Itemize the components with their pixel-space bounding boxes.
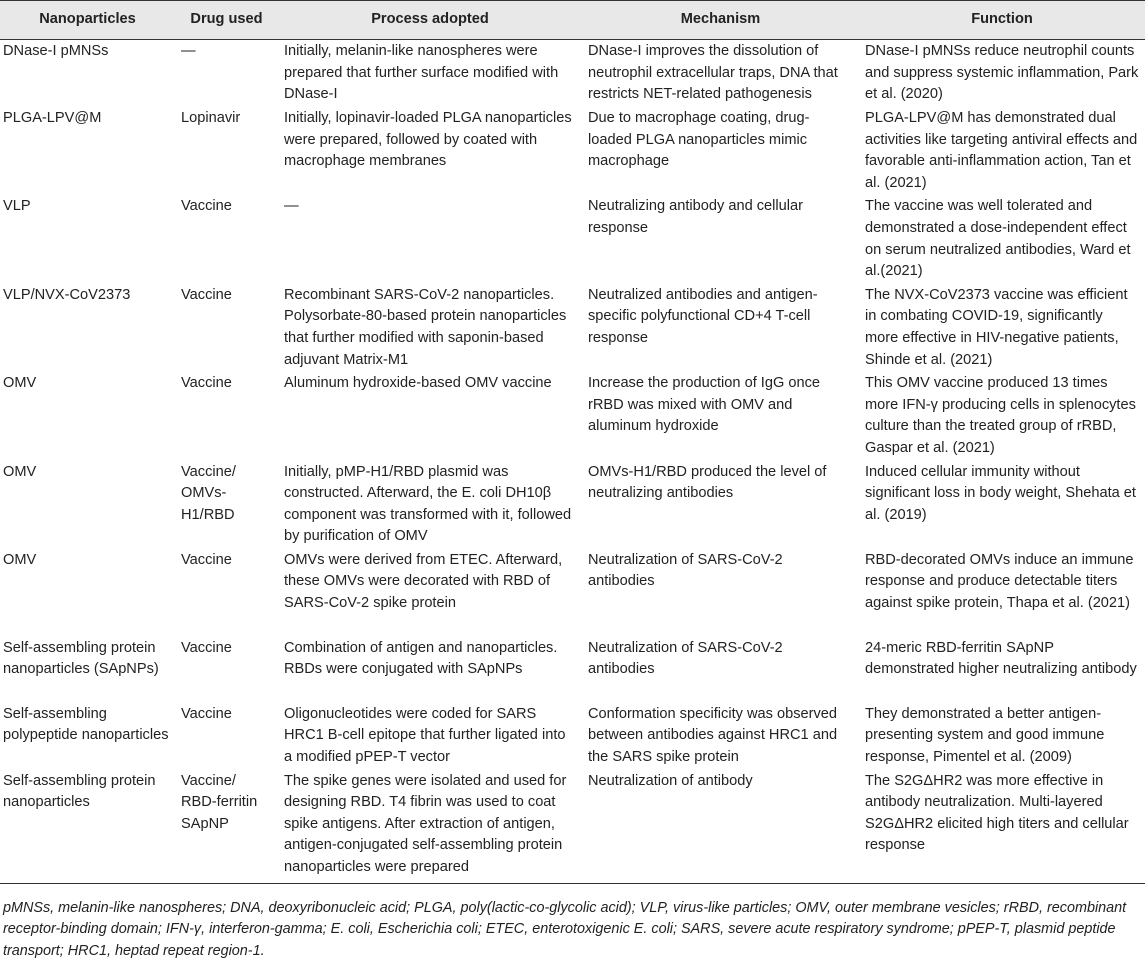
table-row bbox=[0, 195, 1145, 283]
table-header-row bbox=[0, 1, 1145, 40]
cell-nanoparticle: Self-assembling protein nanoparticles (SApNPs) bbox=[3, 639, 159, 678]
cell-process: The spike genes were isolated and used for designing RBD. T4 fibrin was used to coat spike antigens. After extraction of antigen, antigen-conjugated self-assembling protein nanoparticles were prepared bbox=[278, 770, 582, 884]
cell-function: The NVX-CoV2373 vaccine was efficient in combating COVID-19, significantly more effective in HIV-negative patients, Shinde et al. (2021) bbox=[865, 286, 1128, 368]
cell-mechanism: Neutralization of SARS-CoV-2 antibodies bbox=[588, 639, 783, 678]
cell-process: Initially, melanin-like nanospheres were prepared that further surface modified with DNase-I bbox=[284, 43, 559, 103]
cell-function: They demonstrated a better antigen-presenting system and good immune response, Pimentel et al. (2009) bbox=[865, 705, 1105, 766]
table-row bbox=[0, 107, 1145, 195]
cell-drug: Vaccine bbox=[181, 551, 232, 568]
cell-process: Oligonucleotides were coded for SARS HRC1 B-cell epitope that further ligated into a modified pPEP-T vector bbox=[284, 705, 566, 766]
table-footnote: pMNSs, melanin-like nanospheres; DNA, deoxyribonucleic acid; PLGA, poly(lactic-co-glycolic acid); VLP, virus-like particles; OMV, outer membrane vesicles; rRBD, recombinant receptor-binding domain; IFN-γ, interferon-gamma; E. coli, Escherichia coli; ETEC, enterotoxigenic E. coli; SARS, severe acute respiratory syndrome; pPEP-T, plasmid peptide transport; HRC1, heptad repeat region-1. bbox=[3, 899, 1127, 959]
cell-nanoparticle: OMV bbox=[3, 463, 37, 480]
cell-nanoparticle: OMV bbox=[3, 551, 37, 568]
cell-drug: Vaccine bbox=[181, 375, 232, 392]
header-function: Function bbox=[859, 1, 1145, 40]
cell-mechanism: DNase-I improves the dissolution of neutrophil extracellular traps, DNA that restricts NET-related pathogenesis bbox=[588, 43, 838, 103]
cell-process: — bbox=[284, 198, 299, 215]
cell-drug: Lopinavir bbox=[181, 110, 241, 126]
header-drug-used: Drug used bbox=[175, 1, 278, 40]
table-row bbox=[0, 372, 1145, 460]
table-row bbox=[0, 549, 1145, 637]
table-row bbox=[0, 703, 1145, 770]
cell-function: 24-meric RBD-ferritin SApNP demonstrated higher neutralizing antibody bbox=[865, 639, 1137, 678]
table-row bbox=[0, 284, 1145, 372]
cell-process: OMVs were derived from ETEC. Afterward, these OMVs were decorated with RBD of SARS-CoV-2 spike protein bbox=[284, 551, 563, 612]
cell-function: Induced cellular immunity without significant loss in body weight, Shehata et al. (2019) bbox=[865, 463, 1136, 523]
cell-drug: Vaccine bbox=[181, 639, 232, 656]
table-row bbox=[0, 770, 1145, 884]
cell-nanoparticle: DNase-I pMNSs bbox=[3, 43, 109, 59]
cell-mechanism: OMVs-H1/RBD produced the level of neutralizing antibodies bbox=[588, 463, 827, 502]
cell-nanoparticle: Self-assembling polypeptide nanoparticles bbox=[3, 705, 169, 744]
cell-mechanism: Conformation specificity was observed between antibodies against HRC1 and the SARS spike protein bbox=[588, 705, 838, 766]
cell-function: The vaccine was well tolerated and demonstrated a dose-independent effect on serum neutralized antibodies, Ward et al.(2021) bbox=[865, 198, 1131, 280]
cell-mechanism: Neutralization of SARS-CoV-2 antibodies bbox=[588, 551, 783, 590]
cell-drug: Vaccine bbox=[181, 705, 232, 722]
cell-function: DNase-I pMNSs reduce neutrophil counts and suppress systemic inflammation, Park et al. (2020) bbox=[865, 43, 1139, 103]
cell-function: PLGA-LPV@M has demonstrated dual activities like targeting antiviral effects and favorable anti-inflammation action, Tan et al. (2021) bbox=[865, 110, 1138, 191]
cell-nanoparticle: Self-assembling protein nanoparticles bbox=[0, 770, 175, 884]
cell-nanoparticle: VLP bbox=[3, 198, 31, 215]
cell-function: RBD-decorated OMVs induce an immune response and produce detectable titers against spike protein, Thapa et al. (2021) bbox=[865, 551, 1134, 612]
table-row bbox=[0, 40, 1145, 108]
cell-function: The S2GΔHR2 was more effective in antibody neutralization. Multi-layered S2GΔHR2 elicited high titers and cellular response bbox=[859, 770, 1145, 884]
cell-drug: Vaccine/ OMVs-H1/RBD bbox=[181, 463, 236, 523]
cell-drug: Vaccine bbox=[181, 198, 232, 215]
cell-mechanism: Due to macrophage coating, drug-loaded PLGA nanoparticles mimic macrophage bbox=[588, 110, 810, 170]
cell-function: This OMV vaccine produced 13 times more IFN-γ producing cells in splenocytes culture than the treated group of rRBD, Gaspar et al. (2021) bbox=[865, 375, 1136, 456]
header-mechanism: Mechanism bbox=[582, 1, 859, 40]
cell-drug: Vaccine bbox=[181, 286, 232, 303]
table-row bbox=[0, 461, 1145, 549]
table-row bbox=[0, 637, 1145, 703]
cell-nanoparticle: OMV bbox=[3, 375, 37, 392]
cell-process: Initially, pMP-H1/RBD plasmid was constructed. Afterward, the E. coli DH10β component was transformed with it, followed by purification of OMV bbox=[284, 463, 572, 545]
header-nanoparticles: Nanoparticles bbox=[0, 1, 175, 40]
cell-process: Aluminum hydroxide-based OMV vaccine bbox=[284, 375, 552, 392]
cell-mechanism: Increase the production of IgG once rRBD was mixed with OMV and aluminum hydroxide bbox=[588, 375, 821, 435]
cell-process: Recombinant SARS-CoV-2 nanoparticles. Polysorbate-80-based protein nanoparticles that further modified with saponin-based adjuvant Matrix-M1 bbox=[284, 286, 567, 368]
header-process-adopted: Process adopted bbox=[278, 1, 582, 40]
cell-mechanism: Neutralizing antibody and cellular response bbox=[588, 198, 803, 236]
cell-drug: — bbox=[181, 43, 196, 59]
cell-nanoparticle: PLGA-LPV@M bbox=[3, 110, 102, 126]
cell-process: Initially, lopinavir-loaded PLGA nanoparticles were prepared, followed by coated with macrophage membranes bbox=[284, 110, 572, 170]
cell-nanoparticle: VLP/NVX-CoV2373 bbox=[3, 286, 131, 303]
cell-mechanism: Neutralized antibodies and antigen-specific polyfunctional CD+4 T-cell response bbox=[588, 286, 818, 346]
cell-process: Combination of antigen and nanoparticles. RBDs were conjugated with SApNPs bbox=[284, 639, 558, 678]
cell-drug: Vaccine/ RBD-ferritin SApNP bbox=[175, 770, 278, 884]
cell-mechanism: Neutralization of antibody bbox=[582, 770, 859, 884]
